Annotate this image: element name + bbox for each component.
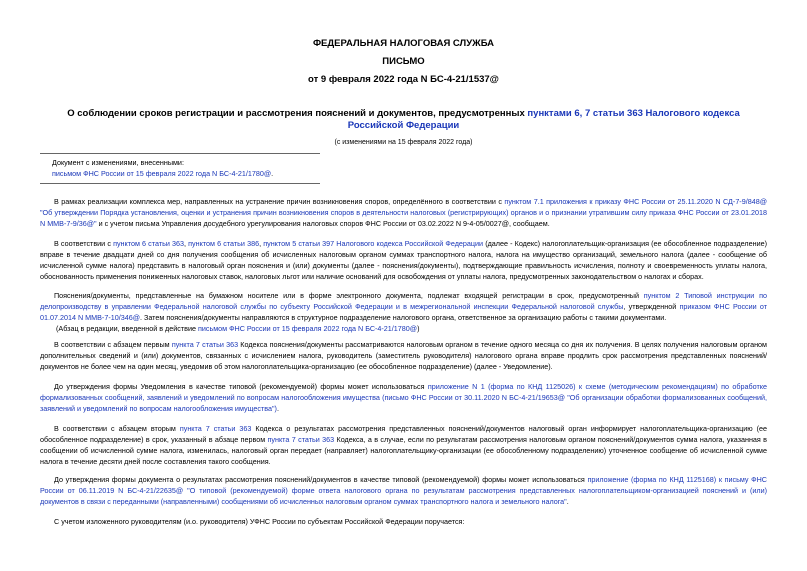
p3-text-3: . Затем пояснения/документы направляются в структурное подразделение налогового органа, ответственное за организацию работы с такими документами. bbox=[140, 313, 667, 322]
p4-article-link[interactable]: пункта 7 статьи 363 bbox=[171, 340, 239, 349]
p7-text-2: . bbox=[566, 497, 569, 506]
p6-article-link-1[interactable]: пункта 7 статьи 363 bbox=[179, 424, 252, 433]
p2-article363-link[interactable]: пунктом 6 статьи 363 bbox=[113, 239, 184, 248]
p8-text-1: С учетом изложенного руководителям (и.о. руководителя) УФНС России по субъектам Российской Федерации поручается: bbox=[54, 517, 465, 526]
p1-order-link[interactable]: пунктом 7.1 приложения к приказу ФНС России от 25.11.2020 N СД-7-9/848@ "Об утверждении Порядка установления, оценки и устранения причин возникновения споров в деятельности налоговых (регистрирующих) органов и о признании утратившим силу приказа ФНС России от 23.01.2018 N ММВ-7-9/36@" bbox=[40, 197, 767, 228]
p3-order-link[interactable]: приказом ФНС России от 01.07.2014 N ММВ-7-10/346@ bbox=[40, 302, 768, 322]
p3-edition-note bbox=[40, 323, 767, 334]
paragraph-3 bbox=[40, 290, 767, 334]
paragraph-2 bbox=[40, 238, 767, 282]
agency-heading: ФЕДЕРАЛЬНАЯ НАЛОГОВАЯ СЛУЖБА bbox=[312, 38, 495, 49]
doc-date-heading: от 9 февраля 2022 года N БС-4-21/1537@ bbox=[308, 74, 499, 85]
p3-instruction-link[interactable]: пунктом 2 Типовой инструкции по делопроизводству в управлении Федеральной налоговой службы по субъекту Российской Федерации и в межрегиональной инспекции Федеральной налоговой службы bbox=[40, 291, 767, 311]
p3-text-1: Пояснения/документы, представленные на бумажном носителе или в форме электронного документа, подлежат входящей регистрации в срок, предусмотренный bbox=[54, 291, 644, 300]
changes-top-rule bbox=[40, 153, 320, 154]
paragraph-6 bbox=[40, 423, 767, 467]
p6-text-1: В соответствии с абзацем вторым bbox=[54, 424, 180, 433]
p2-text-1: В соответствии с bbox=[54, 239, 114, 248]
p2-text-4: (далее - Кодекс) налогоплательщик-организация (ее обособленное подразделение) вправе в течение двадцати дней со дня получения сообщения об исчисленных налоговым органом суммах транспортного налога, налога на имущество организаций, земельного налога (далее - сообщение об исчисленной сумме налога) представить в налоговый орган пояснения и (или) документы (далее - пояснения/документы), подтверждающие правильность исчисления, полноту и своевременность уплаты налога, обоснованность применения пониженных налоговых ставок, налоговых льгот или наличие оснований для освобождения от уплаты налога, предусмотренных законодательством о налогах и сборах. bbox=[40, 239, 767, 281]
p3-text-2: , утвержденной bbox=[623, 302, 680, 311]
p2-text-2: , bbox=[184, 239, 189, 248]
paragraph-1 bbox=[40, 196, 767, 229]
p6-text-3: Кодекса, а в случае, если по результатам рассмотрения налоговым органом пояснений/документов сумма налога, указанная в сообщении об исчисленной сумме налога, изменилась, налоговый орган передает (направляет) налогоплательщику-организации (ее обособленному подразделению) уточненное сообщение об исчисленной сумме налога в течение десяти дней после составления такого сообщения. bbox=[40, 435, 767, 466]
changes-end: . bbox=[271, 169, 274, 178]
changes-letter-link[interactable]: письмом ФНС России от 15 февраля 2022 года N БС-4-21/1780@ bbox=[52, 169, 272, 178]
p1-text-2: и с учетом письма Управления досудебного урегулирования налоговых споров ФНС России от 03.02.2022 N 9-4-05/0027@, сообщаем. bbox=[96, 219, 550, 228]
changes-label: Документ с изменениями, внесенными: bbox=[52, 158, 184, 167]
p2-article397-link[interactable]: пунктом 5 статьи 397 Налогового кодекса Российской Федерации bbox=[263, 239, 484, 248]
p5-text-1: До утверждения формы Уведомления в качестве типовой (рекомендуемой) формы может использоваться bbox=[54, 382, 428, 391]
p3-edition-link[interactable]: письмом ФНС России от 15 февраля 2022 года N БС-4-21/1780@ bbox=[197, 324, 418, 333]
p3-edition-text-2: ) bbox=[417, 324, 420, 333]
changes-bottom-rule bbox=[40, 183, 320, 184]
p4-text-2: Кодекса пояснения/документы рассматриваются налоговым органом в течение одного месяца со дня их получения. В целях получения налоговым органом дополнительных сведений и (или) документов, связанных с исчислением налога, руководитель (заместитель руководителя) налогового органа вправе продлить срок рассмотрения представленных пояснений/документов не более чем на один месяц, уведомив об этом налогоплательщика-организацию (ее обособленное подразделение) (далее - Уведомление). bbox=[40, 340, 767, 371]
p6-text-2: Кодекса о результатах рассмотрения представленных пояснений/документов налоговый орган информирует налогоплательщика-организацию (ее обособленное подразделение) в срок, указанный в абзаце первом bbox=[40, 424, 767, 444]
p7-text-1: До утверждения формы документа о результатах рассмотрения пояснений/документов в качестве типовой (рекомендуемой) формы может использоваться bbox=[54, 475, 588, 484]
doc-type-heading: ПИСЬМО bbox=[382, 56, 425, 67]
changes-entry bbox=[52, 168, 273, 179]
paragraph-8 bbox=[40, 516, 767, 527]
p7-appendix-link[interactable]: приложение (форма по КНД 1125168) к письму ФНС России от 06.11.2019 N БС-4-21/22635@ "О типовой (рекомендуемой) форме ответа налогового органа по результатам рассмотрения представленных налогоплательщиком-организацией пояснений и (или) документов в связи с переданными (направленными) сообщениями об исчисленных налоговым органом суммах транспортного налога и земельного налога" bbox=[40, 475, 767, 506]
paragraph-4 bbox=[40, 339, 767, 372]
p4-text-1: В соответствии с абзацем первым bbox=[54, 340, 172, 349]
paragraph-7 bbox=[40, 474, 767, 507]
title-code-link[interactable]: пунктами 6, 7 статьи 363 Налогового кодекса Российской Федерации bbox=[347, 108, 740, 131]
p5-appendix-link[interactable]: приложение N 1 (форма по КНД 1125026) к схеме (методическим рекомендациям) по обработке формализованных сообщений, заявлений и уведомлений по вопросам налогообложения имущества (письмо ФНС России от 30.11.2020 N БС-4-21/19653@ "Об организации обработки формализованных сообщений, заявлений и уведомлений по вопросам налогообложения имущества") bbox=[40, 382, 767, 413]
document-title bbox=[40, 108, 767, 132]
p3-edition-text-1: (Абзац в редакции, введенной в действие bbox=[56, 324, 198, 333]
p5-text-2: . bbox=[276, 404, 279, 413]
p2-article386-link[interactable]: пунктом 6 статьи 386 bbox=[188, 239, 260, 248]
paragraph-5 bbox=[40, 381, 767, 414]
revision-subtitle: (с изменениями на 15 февраля 2022 года) bbox=[334, 139, 473, 146]
p6-article-link-2[interactable]: пункта 7 статьи 363 bbox=[267, 435, 335, 444]
title-text: О соблюдении сроков регистрации и рассмотрения пояснений и документов, предусмотренных bbox=[67, 108, 528, 119]
p2-text-3: , bbox=[259, 239, 264, 248]
p1-text-1: В рамках реализации комплекса мер, направленных на устранение причин возникновения споров, определённого в соответствии с bbox=[54, 197, 505, 206]
